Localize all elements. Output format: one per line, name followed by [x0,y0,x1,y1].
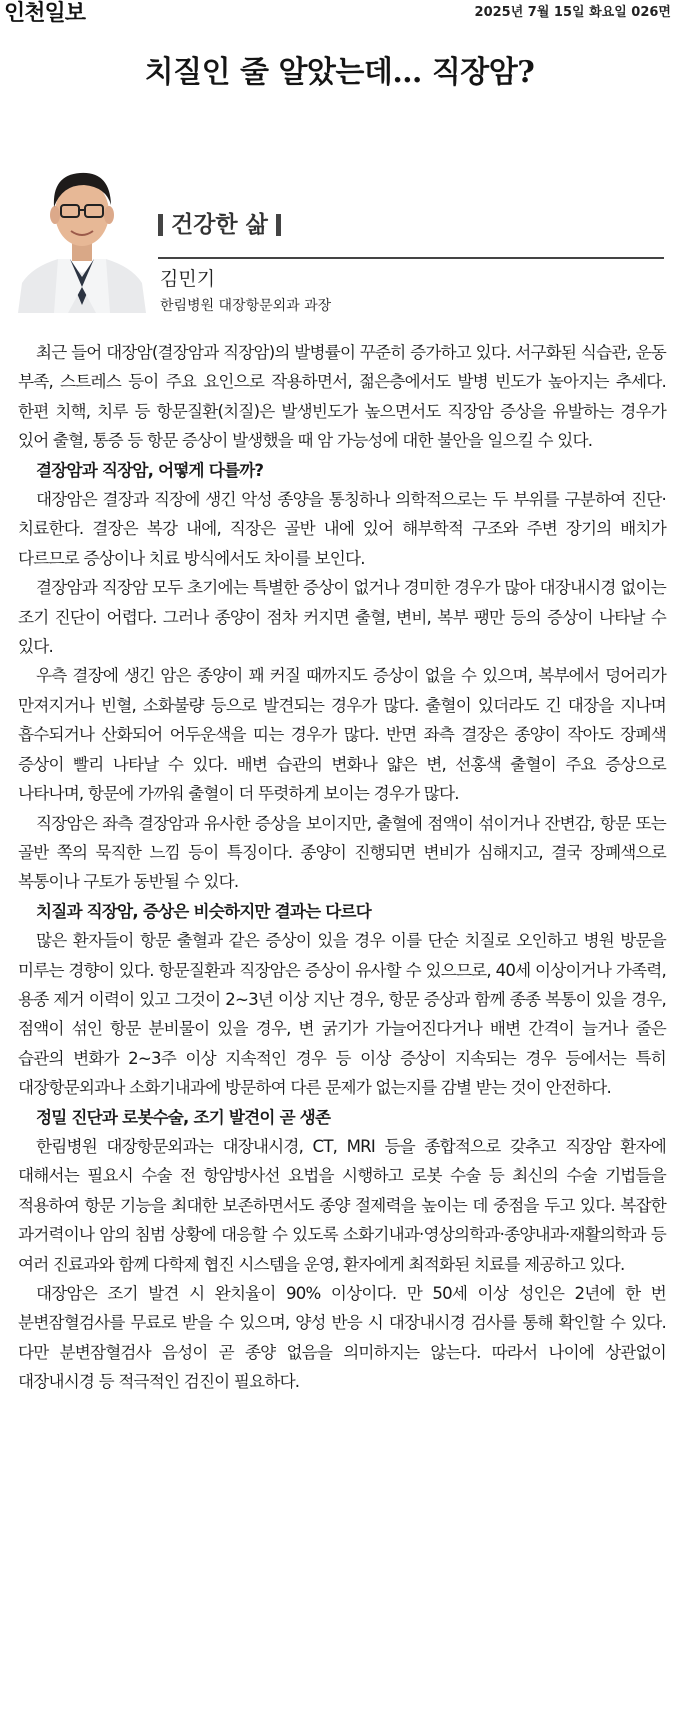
paragraph: 많은 환자들이 항문 출혈과 같은 증상이 있을 경우 이를 단순 치질로 오인하고 병원 방문을 미루는 경향이 있다. 항문질환과 직장암은 증상이 유사할 수 있으므로, 40세 이상이거나 가족력, 용종 제거 이력이 있고 그것이 2~3년 이상 지난 경우, 항문 증상과 함께 종종 복통이 있을 경우, 점액이 섞인 항문 분비물이 있을 경우, 변 굵기가 가늘어진다거나 배변 간격이 늘거나 줄은 습관의 변화가 2~3주 이상 지속적인 경우 등 이상 증상이 지속되는 경우 등에서는 특히 대장항문외과나 소화기내과에 방문하여 다른 문제가 없는지를 감별 받는 것이 안전하다. [18,931,666,1098]
headline: 치질인 줄 알았는데… 직장암? [144,55,535,91]
paragraph: 우측 결장에 생긴 암은 종양이 꽤 커질 때까지도 증상이 없을 수 있으며, 복부에서 덩어리가 만져지거나 빈혈, 소화불량 등으로 발견되는 경우가 많다. 출혈이 있더라도 긴 대장을 지나며 흡수되거나 산화되어 어두운색을 띠는 경우가 많다. 반면 좌측 결장은 종양이 작아도 장폐색 증상이 빨리 나타날 수 있다. 배변 습관의 변화나 얇은 변, 선홍색 출혈이 주요 증상으로 나타나며, 항문에 가까워 출혈이 더 뚜렷하게 보이는 경우가 많다. [18,666,666,804]
article-body [18,338,666,1397]
author-title: 한림병원 대장항문외과 과장 [160,298,332,314]
subheading: 결장암과 직장암, 어떻게 다를까? [36,460,264,480]
paragraph: 최근 들어 대장암(결장암과 직장암)의 발병률이 꾸준히 증가하고 있다. 서구화된 식습관, 운동 부족, 스트레스 등이 주요 요인으로 작용하면서, 젊은층에서도 발병 빈도가 높아지는 추세다. 한편 치핵, 치루 등 항문질환(치질)은 발생빈도가 높으면서도 직장암 증상을 유발하는 경우가 있어 출혈, 통증 등 항문 증상이 발생했을 때 암 가능성에 대한 불안을 일으킬 수 있다. [18,343,666,451]
paragraph: 한림병원 대장항문외과는 대장내시경, CT, MRI 등을 종합적으로 갖추고 직장암 환자에 대해서는 필요시 수술 전 항암방사선 요법을 시행하고 로봇 수술 등 최신의 수술 기법들을 적용하여 항문 기능을 최대한 보존하면서도 종양 절제력을 높이는 데 중점을 두고 있다. 복잡한 과거력이나 암의 침범 상황에 대응할 수 있도록 소화기내과·영상의학과·종양내과·재활의학과 등 여러 진료과와 함께 다학제 협진 시스템을 운영, 환자에게 최적화된 치료를 제공하고 있다. [18,1136,666,1274]
subheading: 정밀 진단과 로봇수술, 조기 발견이 곧 생존 [36,1107,331,1127]
column-label [158,210,281,240]
dateline: 2025년 7월 15일 화요일 026면 [474,5,671,20]
paragraph: 대장암은 조기 발견 시 완치율이 90% 이상이다. 만 50세 이상 성인은 2년에 한 번 분변잠혈검사를 무료로 받을 수 있으며, 양성 반응 시 대장내시경 검사를 통해 확인할 수 있다. 다만 분변잠혈검사 음성이 곧 종양 없음을 의미하지는 않는다. 따라서 나이에 상관없이 대장내시경 등 적극적인 검진이 필요하다. [18,1284,666,1392]
paragraph: 직장암은 좌측 결장암과 유사한 증상을 보이지만, 출혈에 점액이 섞이거나 잔변감, 항문 또는 골반 쪽의 묵직한 느낌 등이 특징이다. 종양이 진행되면 변비가 심해지고, 결국 장폐색으로 복통이나 구토가 동반될 수 있다. [18,813,666,892]
paragraph: 대장암은 결장과 직장에 생긴 악성 종양을 통칭하나 의학적으로는 두 부위를 구분하여 진단·치료한다. 결장은 복강 내에, 직장은 골반 내에 있어 해부학적 구조와 주변 장기의 배치가 다르므로 증상이나 치료 방식에서도 차이를 보인다. [18,490,666,568]
column-divider [158,257,664,259]
author-photo [18,155,146,313]
masthead [0,0,679,30]
paragraph: 결장암과 직장암 모두 초기에는 특별한 증상이 없거나 경미한 경우가 많아 대장내시경 없이는 조기 진단이 어렵다. 그러나 종양이 점차 커지면 출혈, 변비, 복부 팽만 등의 증상이 나타날 수 있다. [18,578,666,657]
author-name: 김민기 [160,268,216,290]
column-title: 건강한 삶 [171,212,268,238]
label-bar-right [276,214,281,236]
label-bar-left [158,214,163,236]
subheading: 치질과 직장암, 증상은 비슷하지만 결과는 다르다 [36,901,371,921]
newspaper-logo: 인천일보 [4,1,86,26]
